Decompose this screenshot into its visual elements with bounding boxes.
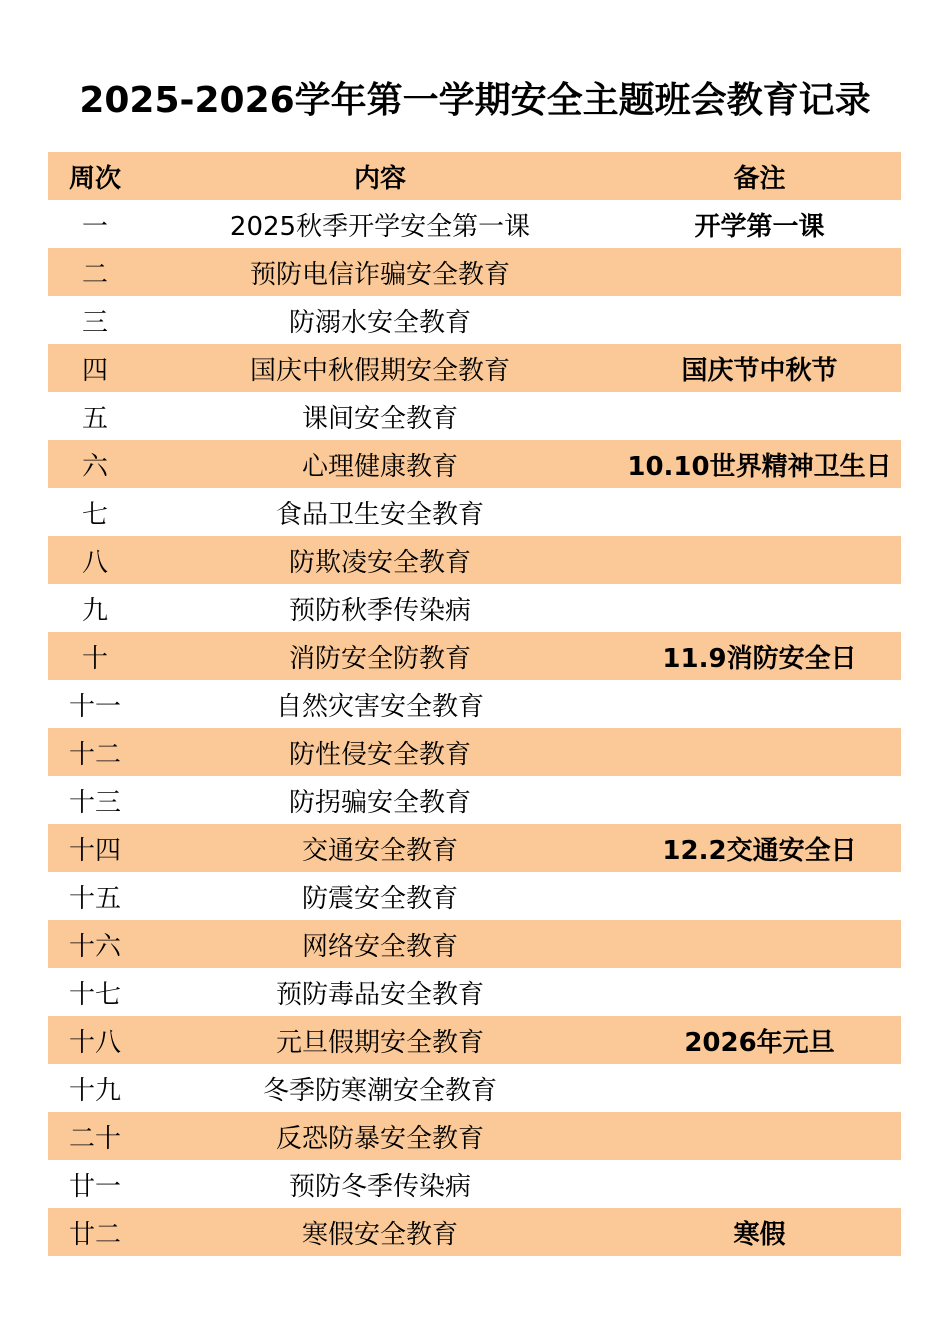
content-cell: 国庆中秋假期安全教育 <box>249 355 510 386</box>
header-note: 备注 <box>733 163 786 194</box>
week-cell: 三 <box>81 307 108 338</box>
table-row <box>48 680 901 728</box>
week-cell: 十五 <box>68 883 121 914</box>
note-cell <box>618 968 901 1016</box>
note-cell <box>618 1064 901 1112</box>
note-cell <box>618 488 901 536</box>
table-row <box>48 344 901 392</box>
week-cell: 廿二 <box>68 1219 121 1250</box>
safety-schedule-table <box>48 152 901 1256</box>
table-row <box>48 968 901 1016</box>
note-cell <box>618 584 901 632</box>
note-cell <box>618 536 901 584</box>
note-cell <box>618 920 901 968</box>
table-row <box>48 728 901 776</box>
table-row <box>48 1160 901 1208</box>
content-cell: 防震安全教育 <box>301 883 458 914</box>
note-cell: 12.2交通安全日 <box>662 835 857 866</box>
content-cell: 防拐骗安全教育 <box>288 787 471 818</box>
table-row <box>48 296 901 344</box>
note-cell <box>618 296 901 344</box>
week-cell: 九 <box>81 595 108 626</box>
note-cell: 国庆节中秋节 <box>681 355 838 386</box>
week-cell: 十一 <box>68 691 121 722</box>
content-cell: 交通安全教育 <box>301 835 458 866</box>
content-cell: 防性侵安全教育 <box>288 739 471 770</box>
week-cell: 六 <box>81 451 108 482</box>
note-cell: 2026年元旦 <box>684 1027 835 1058</box>
content-cell: 元旦假期安全教育 <box>275 1027 484 1058</box>
note-cell <box>618 392 901 440</box>
week-cell: 四 <box>81 355 108 386</box>
content-cell: 预防冬季传染病 <box>288 1171 471 1202</box>
table-row <box>48 632 901 680</box>
week-cell: 二十 <box>68 1123 121 1154</box>
note-cell <box>618 1112 901 1160</box>
table-row <box>48 1208 901 1256</box>
header-week: 周次 <box>68 163 121 194</box>
content-cell: 预防电信诈骗安全教育 <box>249 259 510 290</box>
note-cell <box>618 728 901 776</box>
week-cell: 十八 <box>68 1027 121 1058</box>
content-cell: 冬季防寒潮安全教育 <box>262 1075 497 1106</box>
note-cell <box>618 1160 901 1208</box>
note-cell: 11.9消防安全日 <box>662 643 857 674</box>
table-body <box>48 200 901 1256</box>
note-cell <box>618 248 901 296</box>
week-cell: 八 <box>81 547 108 578</box>
content-cell: 网络安全教育 <box>301 931 458 962</box>
table-row <box>48 1112 901 1160</box>
week-cell: 十七 <box>68 979 121 1010</box>
content-cell: 食品卫生安全教育 <box>275 499 484 530</box>
content-cell: 课间安全教育 <box>301 403 458 434</box>
header-content: 内容 <box>353 163 406 194</box>
content-cell: 自然灾害安全教育 <box>275 691 484 722</box>
week-cell: 一 <box>81 211 108 242</box>
table-row <box>48 1016 901 1064</box>
content-cell: 反恐防暴安全教育 <box>275 1123 484 1154</box>
table-row <box>48 872 901 920</box>
note-cell <box>618 776 901 824</box>
week-cell: 十 <box>81 643 108 674</box>
week-cell: 十四 <box>68 835 121 866</box>
note-cell <box>618 680 901 728</box>
table-header-row <box>48 152 901 200</box>
table-row <box>48 1064 901 1112</box>
note-cell: 10.10世界精神卫生日 <box>627 451 892 482</box>
page-title: 2025-2026学年第一学期安全主题班会教育记录 <box>79 80 871 121</box>
table-row <box>48 200 901 248</box>
table-row <box>48 392 901 440</box>
content-cell: 预防秋季传染病 <box>288 595 471 626</box>
table-row <box>48 584 901 632</box>
note-cell <box>618 872 901 920</box>
week-cell: 十六 <box>68 931 121 962</box>
content-cell: 寒假安全教育 <box>301 1219 458 1250</box>
content-cell: 预防毒品安全教育 <box>275 979 484 1010</box>
content-cell: 2025秋季开学安全第一课 <box>229 211 531 242</box>
week-cell: 七 <box>81 499 108 530</box>
content-cell: 心理健康教育 <box>301 451 458 482</box>
content-cell: 消防安全防教育 <box>288 643 471 674</box>
week-cell: 十九 <box>68 1075 121 1106</box>
content-cell: 防溺水安全教育 <box>288 307 471 338</box>
table-row <box>48 824 901 872</box>
week-cell: 十三 <box>68 787 121 818</box>
week-cell: 十二 <box>68 739 121 770</box>
week-cell: 二 <box>81 259 108 290</box>
week-cell: 廿一 <box>68 1171 121 1202</box>
table-row <box>48 920 901 968</box>
week-cell: 五 <box>81 403 108 434</box>
table-row <box>48 488 901 536</box>
table-row <box>48 440 901 488</box>
table-row <box>48 536 901 584</box>
table-row <box>48 248 901 296</box>
note-cell: 开学第一课 <box>694 211 825 242</box>
content-cell: 防欺凌安全教育 <box>288 547 471 578</box>
table-row <box>48 776 901 824</box>
note-cell: 寒假 <box>733 1219 786 1250</box>
